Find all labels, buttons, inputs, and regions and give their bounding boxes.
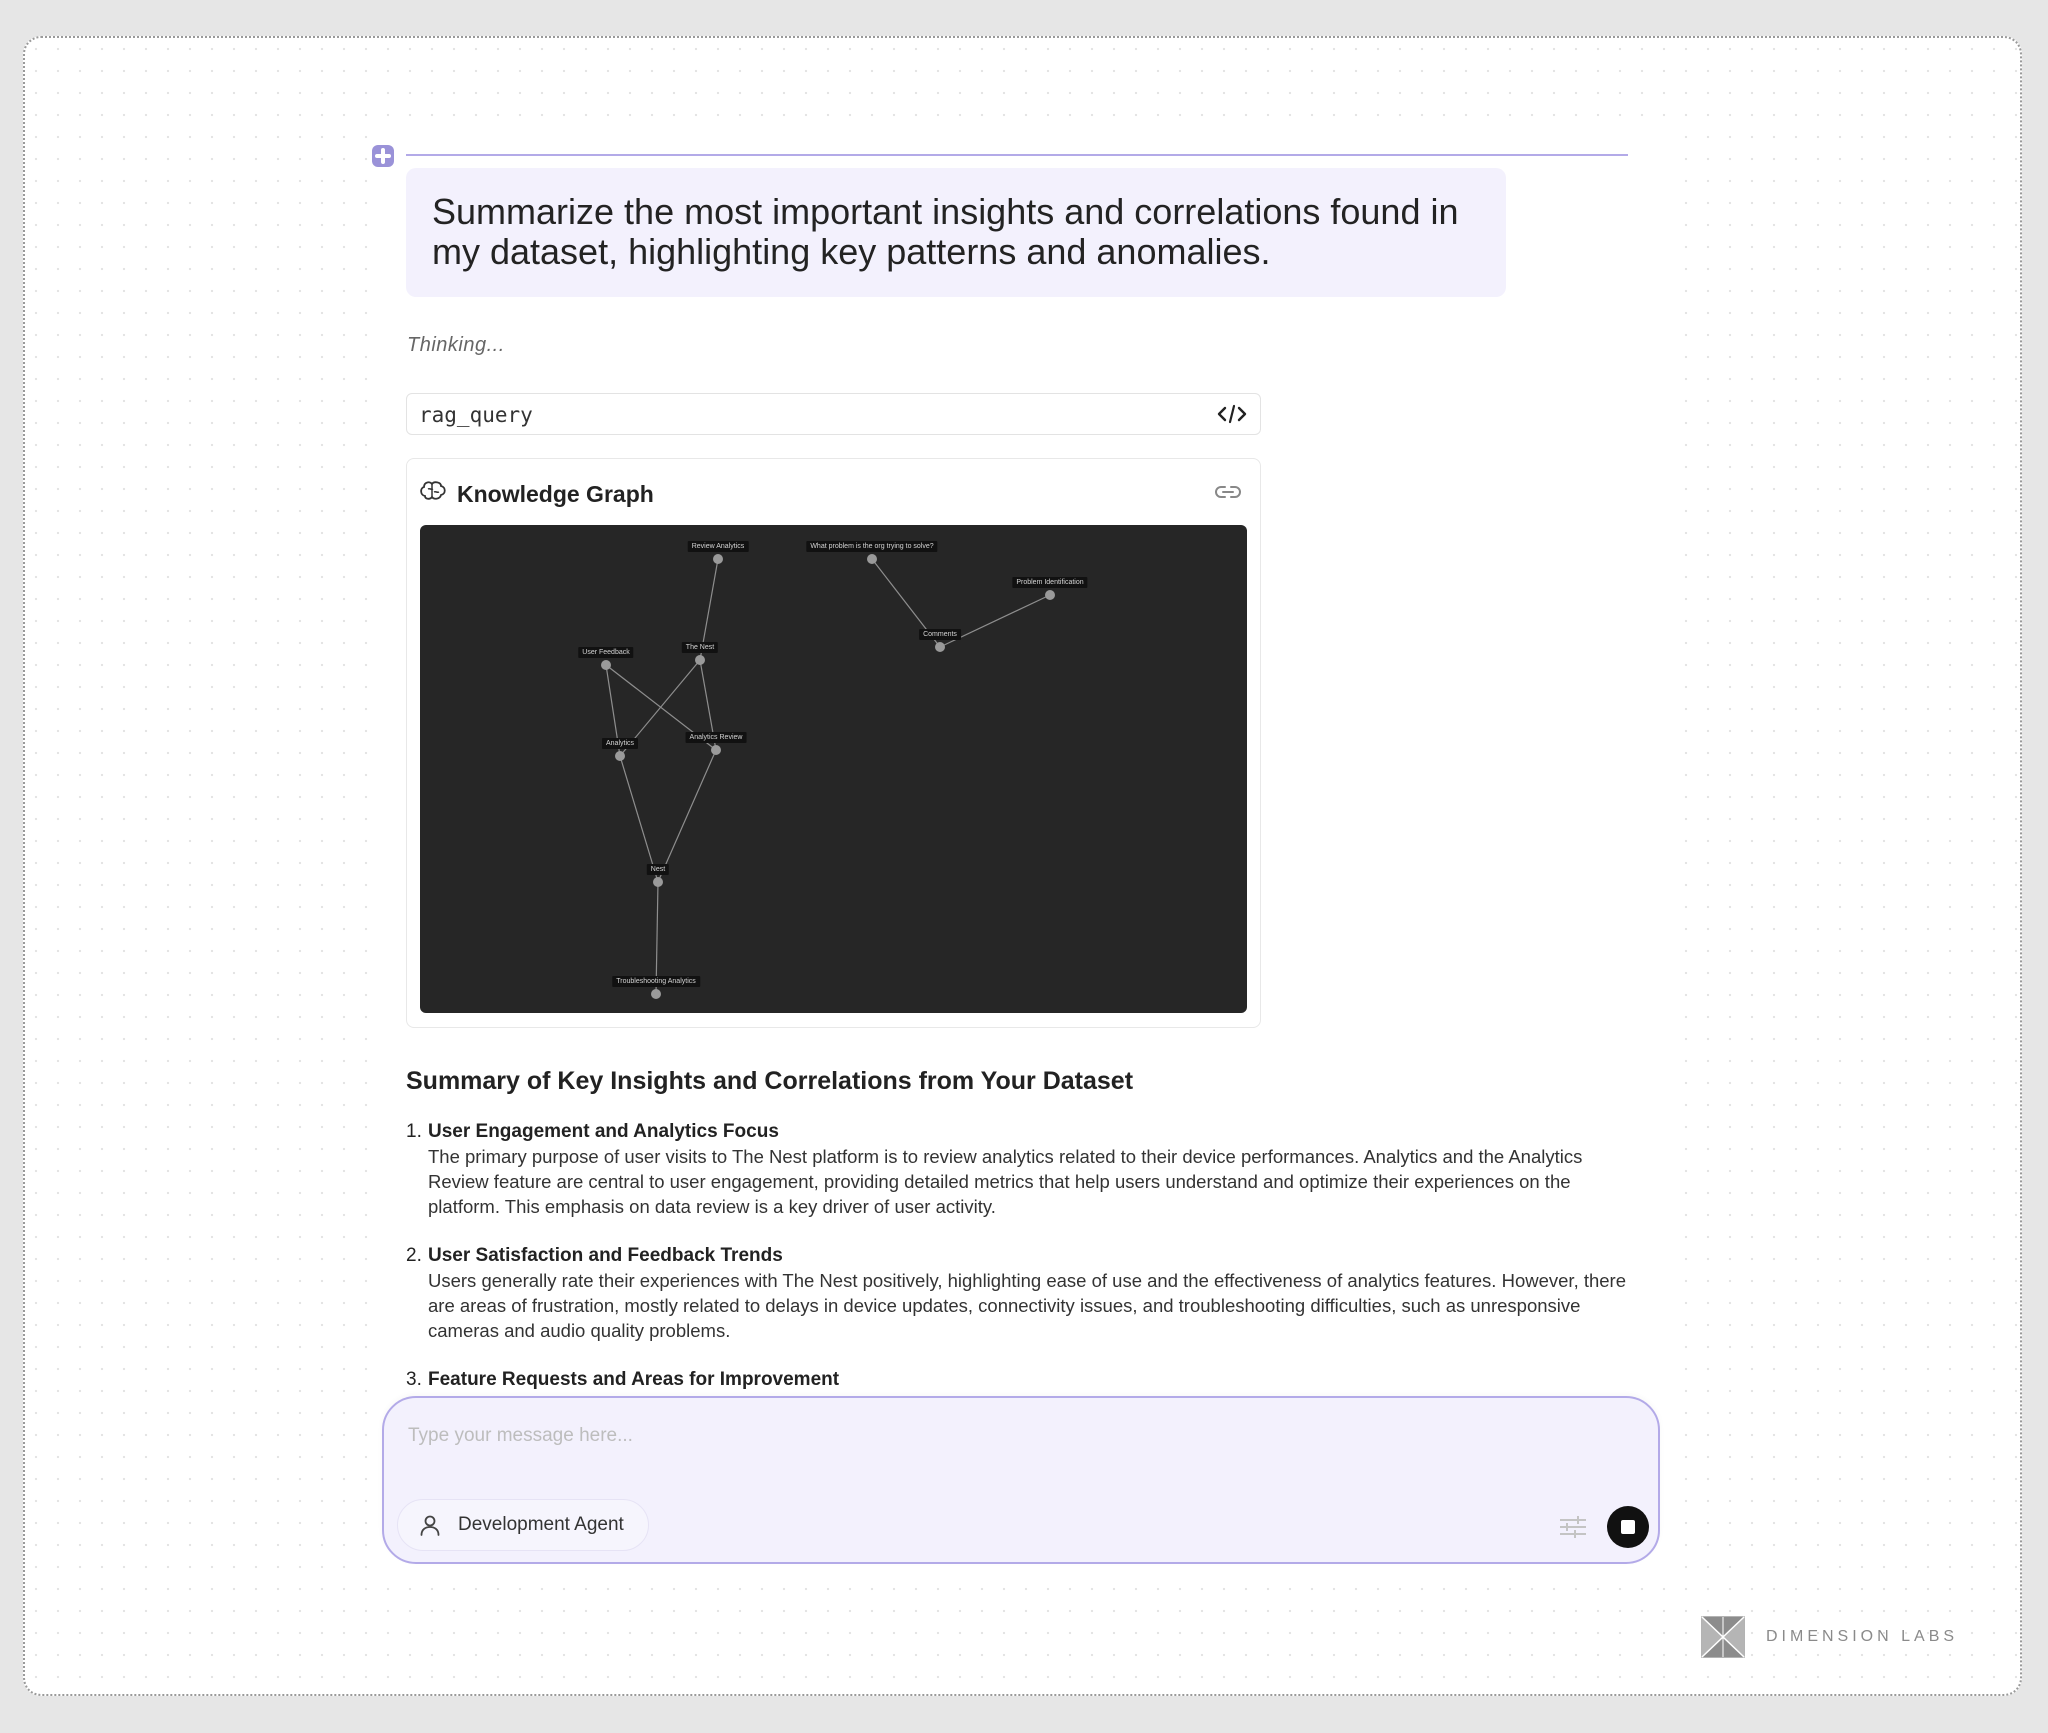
message-divider (406, 154, 1628, 156)
thinking-status: Thinking... (407, 334, 505, 356)
graph-node-label: The Nest (682, 642, 718, 653)
code-icon[interactable] (1216, 402, 1248, 426)
graph-node-troubleshooting-analytics[interactable] (651, 989, 661, 999)
knowledge-graph-title: Knowledge Graph (457, 481, 654, 507)
graph-node-problem-identification[interactable] (1045, 590, 1055, 600)
graph-node-label: Analytics (602, 738, 638, 749)
assistant-summary (406, 1065, 1636, 1390)
graph-node-label: Nest (647, 864, 669, 875)
list-item-title: Feature Requests and Areas for Improvement (428, 1369, 840, 1390)
list-item-number: 3. (406, 1369, 422, 1390)
graph-node-label: Troubleshooting Analytics (612, 976, 700, 987)
list-item-body: Users generally rate their experiences with The Nest positively, highlighting ease of use and the effectiveness of analytics features. However, there are areas of frustration, mostly related to delays in device updates, connectivity issues, and troubleshooting difficulties, such as unresponsive cameras and audio quality problems. (428, 1270, 1627, 1341)
list-item-number: 1. (406, 1121, 422, 1142)
list-item-body: The primary purpose of user visits to The Nest platform is to review analytics related to their device performances. Analytics and the Analytics Review feature are central to user engagement, providing detailed metrics that help users understand and optimize their experiences on the platform. This emphasis on data review is a key driver of user activity. (428, 1146, 1583, 1217)
graph-node-review-analytics[interactable] (713, 554, 723, 564)
user-message-text: Summarize the most important insights and correlations found in my dataset, highlighting key patterns and anomalies. (432, 191, 1459, 272)
summary-heading: Summary of Key Insights and Correlations from Your Dataset (406, 1067, 1134, 1095)
graph-edge (658, 750, 716, 882)
graph-node-analytics[interactable] (615, 751, 625, 761)
graph-node-nest[interactable] (653, 877, 663, 887)
graph-node-the-nest[interactable] (695, 655, 705, 665)
list-item (406, 1243, 1636, 1343)
tool-call-name: rag_query (419, 403, 533, 427)
link-icon[interactable] (1214, 483, 1242, 501)
graph-node-problem-question[interactable] (867, 554, 877, 564)
user-message (406, 168, 1506, 297)
list-item-title: User Satisfaction and Feedback Trends (428, 1245, 783, 1266)
list-item (406, 1119, 1636, 1219)
stop-icon (1621, 1520, 1635, 1534)
graph-node-label: Review Analytics (688, 541, 749, 552)
list-item-number: 2. (406, 1245, 422, 1266)
stop-generation-button[interactable] (1607, 1506, 1649, 1548)
user-icon (418, 1513, 442, 1537)
graph-node-label: Analytics Review (686, 732, 747, 743)
graph-node-comments[interactable] (935, 642, 945, 652)
dimension-labs-logo-icon (1700, 1615, 1746, 1659)
graph-node-analytics-review[interactable] (711, 745, 721, 755)
list-item-title: User Engagement and Analytics Focus (428, 1121, 779, 1142)
graph-node-label: Problem Identification (1012, 577, 1087, 588)
graph-node-label: Comments (919, 629, 961, 640)
graph-node-label: What problem is the org trying to solve? (806, 541, 937, 552)
brain-icon (419, 479, 447, 503)
brand-name: DIMENSION LABS (1766, 1628, 1959, 1645)
sliders-icon[interactable] (1558, 1514, 1588, 1540)
message-composer (382, 1396, 1660, 1564)
agent-selector-label: Development Agent (458, 1514, 624, 1535)
insight-list (406, 1119, 1636, 1390)
tool-call-row[interactable] (406, 393, 1261, 435)
knowledge-graph-card (406, 458, 1261, 1028)
knowledge-graph-canvas[interactable] (420, 525, 1247, 1013)
prompt-marker-icon (372, 145, 394, 167)
message-input[interactable] (406, 1420, 1510, 1452)
list-item (406, 1367, 1636, 1390)
agent-selector-button[interactable] (397, 1499, 649, 1551)
graph-edges-layer (420, 525, 1247, 1013)
graph-node-user-feedback[interactable] (601, 660, 611, 670)
graph-node-label: User Feedback (578, 647, 633, 658)
